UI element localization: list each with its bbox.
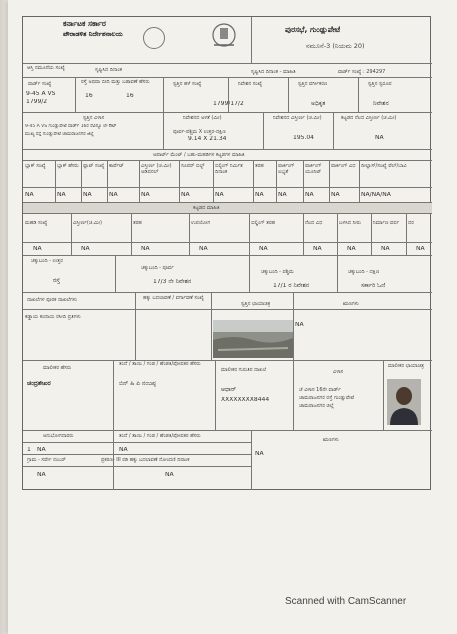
th-floor-2: ತರಹ xyxy=(133,220,142,226)
occupant-row-1: 1 xyxy=(27,447,31,453)
emblem-icon xyxy=(201,19,247,49)
th-survey-no: ಗ್ರಾಮ - ಸರ್ವೇ ನಂಬರ್ xyxy=(27,457,66,463)
th-owner-id: ಮಾಲೀಕರ ಗುರುತಿನ ದಾಖಲೆ xyxy=(221,367,267,373)
th-building-6: ಬಿಲ್ಟಿಂಗ್ ನಿರ್ಮಿತ ದಿನಾಂಕ xyxy=(215,163,243,175)
th-building-4: ವಿಸ್ತೀರ್ಣ (ಚ.ಮೀ) ಅಡಿಷನಲ್ xyxy=(141,163,172,175)
th-transfer-no: ಹಕ್ಕು ಬದಲಾವಣೆ / ವರ್ಗಾವಣೆ ಸಂಖ್ಯೆ xyxy=(143,295,204,301)
val-building-6: NA xyxy=(215,192,224,198)
th-floor-3: ಉಪಯೋಗ xyxy=(191,220,211,226)
val-built-area: NA xyxy=(375,135,384,141)
seal-stamp xyxy=(143,27,165,49)
th-building-3: ಕಾರ್ಪೆಟ್ xyxy=(109,163,124,169)
val-class: ಅಧಿಕೃತ xyxy=(311,101,326,107)
val-floor-1: NA xyxy=(81,246,90,252)
val-occupant: NA xyxy=(37,447,46,453)
val-id-type: ಆಧಾರ್ xyxy=(221,387,237,393)
val-site-area: 195.04 xyxy=(293,135,314,141)
scanner-footer: Scanned with CamScanner xyxy=(285,596,407,607)
val-building-9: NA xyxy=(305,192,314,198)
val-id-number: XXXXXXXX8444 xyxy=(221,397,270,403)
th-class: ಸ್ವತ್ತಿನ ವರ್ಗೀಕರಣ xyxy=(298,81,328,87)
header-right-line2: ನಮೂನೆ-3 (ನಿಯಮ 20) xyxy=(306,43,365,49)
val-floor-0: NA xyxy=(33,246,42,252)
header-left-line2: ಪೌರಾಡಳಿತ ನಿರ್ದೇಶನಾಲಯ xyxy=(63,30,123,38)
tax-receipt-label: ಕಡ್ಡಾಯ ಕಂದಾಯ ರಸೀದಿ ಪ್ರತಿಗಳು xyxy=(25,314,81,320)
th-floor-8: ದರ xyxy=(408,220,414,226)
th-owner-photo: ಮಾಲೀಕರ ಛಾಯಾಚಿತ್ರ xyxy=(388,363,425,369)
th-floor-6: ಬಳಸಿದ ನೀರು xyxy=(339,220,362,226)
th-boundary-south: ಚಕ್ಕುಬಂದಿ - ದಕ್ಷಿಣ xyxy=(348,269,380,275)
th-encumbrance: ಋಣಗಳು xyxy=(343,301,359,307)
val-dims-label: ಪೂರ್ವ-ಪಶ್ಚಿಮ X ಉತ್ತರ-ದಕ್ಷಿಣ xyxy=(173,129,226,135)
th-transfer-date: ಪ್ರಕರಣ- III ರಡಿ ಹಕ್ಕು ಬದಲಾವಣೆ ನೋಂದಣಿ ದಿನಾಂಕ xyxy=(101,457,190,463)
val-building-10: NA xyxy=(331,192,340,198)
th-boundary-north: ಚಕ್ಕುಬಂದಿ - ಉತ್ತರ xyxy=(31,258,63,264)
property-form xyxy=(22,16,431,490)
th-property-photo: ಸ್ವತ್ತಿನ ಛಾಯಾಚಿತ್ರ xyxy=(241,301,271,307)
val-site-no: 1799/17/2 xyxy=(213,101,244,107)
th-street: ರಸ್ತೆ ಅಥವಾ ಬೀದಿ ಮತ್ತು ಬಡಾವಣೆ ಹೆಸರು xyxy=(81,79,150,85)
val-nature: ನಿವೇಶನ xyxy=(373,101,389,107)
th-building-8: ಪಾರ್ಕಿಂಗ್ ಲಭ್ಯತೆ xyxy=(278,163,295,175)
val-survey-no: NA xyxy=(37,472,46,478)
label-form-no: ಆಸ್ತಿ ನಮೂನೆಯ ಸಂಖ್ಯೆ xyxy=(27,65,65,71)
val-owner-address-3: ಚಾಮರಾಜನಗರ ಜಿಲ್ಲೆ xyxy=(299,403,334,409)
th-building-2: ಫ್ಲಾಟ್ ಸಂಖ್ಯೆ xyxy=(83,163,105,169)
th-site-area: ನಿವೇಶನದ ವಿಸ್ತೀರ್ಣ (ಚ.ಮೀ) xyxy=(273,115,322,121)
scan-edge xyxy=(0,0,8,634)
th-ward: ವಾರ್ಡ್ ಸಂಖ್ಯೆ xyxy=(28,81,52,87)
val-floor-2: NA xyxy=(141,246,150,252)
val-building-11: NA/NA/NA xyxy=(361,192,391,198)
val-encumbrance: NA xyxy=(295,322,304,328)
val-floor-6: NA xyxy=(347,246,356,252)
label-created-info: ಸೃಷ್ಟಿಸಿದ ದಿನಾಂಕ - ಮಾಹಿತಿ xyxy=(251,69,296,75)
th-building-11: ದೀಲ್ಲಾಸ್/ಸಂಖ್ಯೆ ವೆಲ್/ಬಾವಿ xyxy=(361,163,407,169)
val-ward: 16 xyxy=(85,93,93,99)
val-old-no: 16 xyxy=(126,93,134,99)
val-owner-address-1: ಚೆ ವಿಳಾಸ 16ನೇ ವಾರ್ಡ್ xyxy=(299,387,341,393)
val-floor-7: NA xyxy=(381,246,390,252)
th-nature: ಸ್ವತ್ತಿನ ಸ್ವರೂಪ xyxy=(368,81,392,87)
th-building-5: ಸೂಪರ್ ಬಿಲ್ಟ್ xyxy=(181,163,205,169)
val-address-2: ಮುಖ್ಯ ರಸ್ತೆ ಗುಂಡ್ಲುಪೇಟೆ ಚಾಮರಾಜನಗರ ಜಿಲ್ಲೆ xyxy=(25,132,94,137)
th-dimensions: ನಿವೇಶನದ ಅಳತೆ (ಮೀ) xyxy=(183,115,222,121)
val-occupant-encumbrance: NA xyxy=(255,451,264,457)
th-floor-0: ಮಹಡಿ ಸಂಖ್ಯೆ xyxy=(25,220,48,226)
th-building-1: ಬ್ಲಾಕ್ ಹೆಸರು xyxy=(57,163,79,169)
val-boundary-east: 17/3 ನೇ ನಿವೇಶನ xyxy=(153,279,192,285)
val-building-4: NA xyxy=(141,192,150,198)
val-boundary-west: 17/1 ರ ನಿವೇಶನ xyxy=(273,283,310,289)
th-building-9: ಪಾರ್ಕಿಂಗ್ ಯೂನಿಟ್ xyxy=(305,163,322,175)
val-boundary-south: ಸರ್ಕಾರಿ ಓಣಿ xyxy=(361,283,386,289)
val-floor-8: NA xyxy=(416,246,425,252)
th-floor-5: ನೆಲದ ವಿಧ xyxy=(305,220,323,226)
val-floor-5: NA xyxy=(313,246,322,252)
th-address: ಸ್ವತ್ತಿನ ವಿಳಾಸ xyxy=(83,115,105,121)
th-floor-4: ಬಿಲ್ಡಿಂಗ್ ತರಹ xyxy=(251,220,275,226)
header-right-line1: ಪುರಸಭೆ, ಗುಂಡ್ಲುಪೇಟೆ xyxy=(285,25,341,34)
th-supporting-docs: ದಾಖಲೆಗಳ ಪೂರಕ ದಾಖಲೆಗಳು xyxy=(27,297,78,303)
th-old-no: ಸ್ವತ್ತಿನ ಹಳೆ ಸಂಖ್ಯೆ xyxy=(173,81,202,87)
val-dims: 9.14 X 21.34 xyxy=(188,136,227,142)
property-photo xyxy=(213,320,293,358)
th-building-7: ತರಹ xyxy=(255,163,264,169)
val-building-3: NA xyxy=(109,192,118,198)
th-owner-address: ವಿಳಾಸ xyxy=(333,369,344,375)
ward-property-number: ವಾರ್ಡ್ ಸಂಖ್ಯೆ : 294297 xyxy=(338,69,386,75)
th-building-0: ಬ್ಲಾಕ್ ಸಂಖ್ಯೆ xyxy=(25,163,46,169)
val-building-5: NA xyxy=(181,192,190,198)
th-floor-7: ನಿರ್ಮಾಣ ವರ್ಷ xyxy=(373,220,400,226)
label-created: ಸೃಷ್ಟಿಸಿದ ದಿನಾಂಕ xyxy=(95,67,123,73)
val-building-7: NA xyxy=(255,192,264,198)
th-owner-name: ಮಾಲೀಕರ ಹೆಸರು xyxy=(43,365,72,371)
th-building-10: ಪಾರ್ಕಿಂಗ್ ವಿಧ xyxy=(331,163,356,169)
val-owner-name: ಚಂದ್ರಶೇಖರ xyxy=(27,381,51,387)
owner-photo xyxy=(387,379,421,425)
val-owner-parent: ಬಿನ್ ಹಿ ಪಿ ನಂಜಪ್ಪ xyxy=(119,381,157,387)
th-occupant: ಅನುಭೋಗದಾರರು xyxy=(43,433,74,439)
th-boundary-east: ಚಕ್ಕುಬಂದಿ - ಪೂರ್ವ xyxy=(141,265,174,271)
val-address-1: 9-45 A VS ಗುಂಡ್ಲುಪೇಟೆ ವಾರ್ಡ್ 16ರ ರೆವಿನ್ಯೂ ಲೇ ಔಟ್ xyxy=(25,124,117,129)
th-site-no: ನಿವೇಶನ ಸಂಖ್ಯೆ xyxy=(238,81,263,87)
val-boundary-north: ರಸ್ತೆ xyxy=(53,278,61,284)
building-section-title: ಅಪಾರ್ಟ್ ಮೆಂಟ್ / ಬಹು-ಮಹಡಿಗಳ ಕಟ್ಟಡಗಳ ಮಾಹಿತಿ xyxy=(153,152,245,158)
val-building-0: NA xyxy=(25,192,34,198)
th-floor-1: ವಿಸ್ತೀರ್ಣ(ಚ.ಮೀ) xyxy=(73,220,103,226)
val-property-id: 9-45 A VS xyxy=(26,91,56,97)
val-building-1: NA xyxy=(57,192,66,198)
val-property-id-2: 1799/2 xyxy=(26,99,48,105)
th-built-area: ಕಟ್ಟಡದ ನೆಲದ ವಿಸ್ತೀರ್ಣ (ಚ.ಮೀ) xyxy=(341,115,397,121)
val-owner-address-2: ಚಾಮರಾಜನಗರ ರಸ್ತೆ ಗುಂಡ್ಲುಪೇಟೆ xyxy=(299,395,355,401)
val-transfer-date: NA xyxy=(165,472,174,478)
th-occupant-encumbrance: ಋಣಗಳು xyxy=(323,437,339,443)
val-floor-3: NA xyxy=(199,246,208,252)
th-owner-parent: ತಂದೆ / ತಾಯಿ / ಗಂಡ / ಹೆಂಡತಿ/ಪೋಷಕರ ಹೆಸರು xyxy=(119,361,201,367)
header-left-line1: ಕರ್ನಾಟಕ ಸರ್ಕಾರ xyxy=(63,19,106,28)
floor-section-title: ಕಟ್ಟಡದ ಮಾಹಿತಿ xyxy=(193,205,220,211)
th-occupant-parent: ತಂದೆ / ತಾಯಿ / ಗಂಡ / ಹೆಂಡತಿ/ಪೋಷಕರ ಹೆಸರು xyxy=(119,433,201,439)
th-boundary-west: ಚಕ್ಕುಬಂದಿ - ಪಶ್ಚಿಮ xyxy=(261,269,294,275)
val-building-2: NA xyxy=(83,192,92,198)
val-floor-4: NA xyxy=(259,246,268,252)
val-occupant-parent: NA xyxy=(119,447,128,453)
val-building-8: NA xyxy=(278,192,287,198)
